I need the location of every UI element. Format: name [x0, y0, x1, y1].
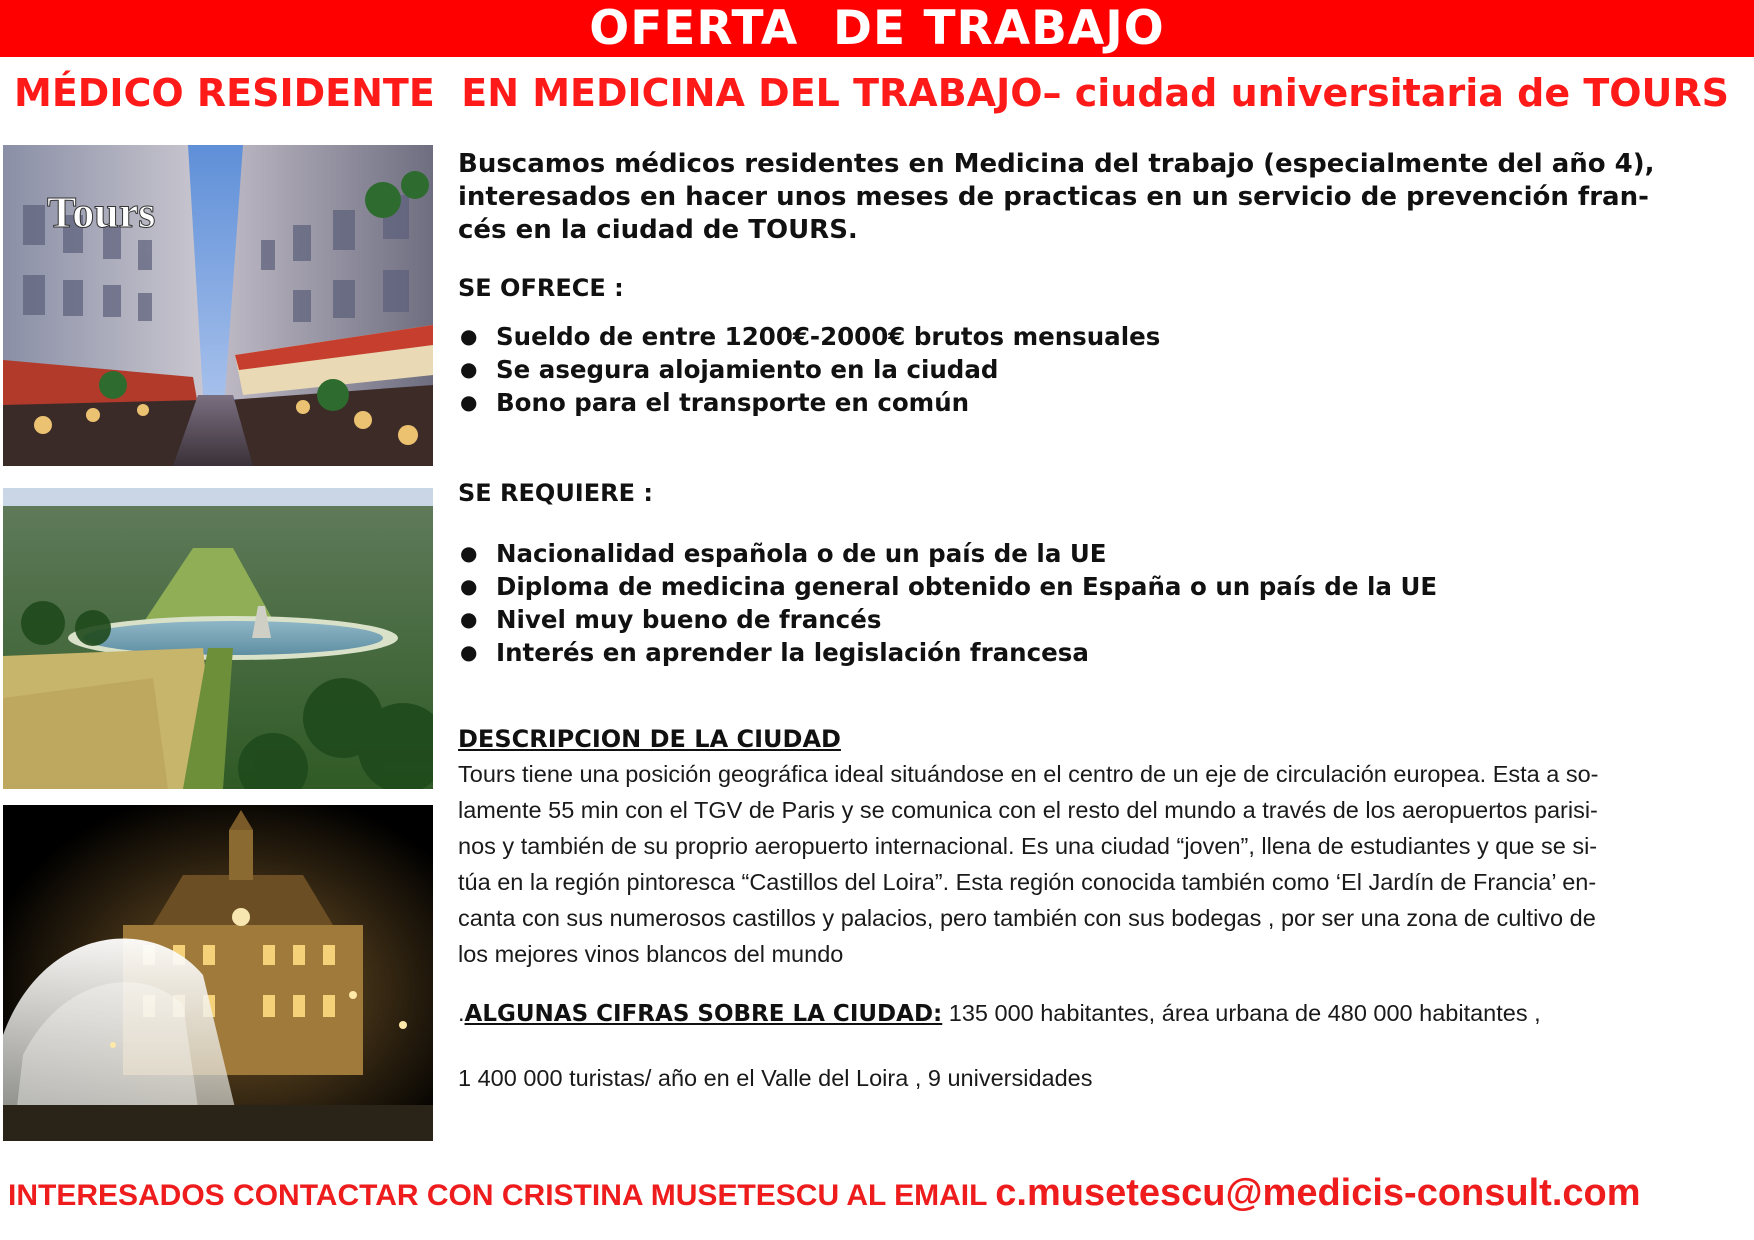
- city-line: nos y también de su proprio aeropuerto internacional. Es una ciudad “joven”, llena de estudiantes y que se si-: [458, 833, 1598, 859]
- contact-text: INTERESADOS CONTACTAR CON CRISTINA MUSETESCU AL EMAIL: [8, 1179, 996, 1212]
- figures-line-2: 1 400 000 turistas/ año en el Valle del Loira , 9 universidades: [458, 1065, 1093, 1091]
- bullet-icon: ●: [460, 357, 478, 381]
- bullet-icon: ●: [460, 607, 478, 631]
- figures-prefix: .: [458, 1000, 465, 1026]
- list-item: [458, 353, 1160, 386]
- list-item: [458, 386, 1160, 419]
- city-heading: DESCRIPCION DE LA CIUDAD: [458, 725, 841, 753]
- city-line: lamente 55 min con el TGV de Paris y se comunica con el resto del mundo a través de los aeropuertos parisi-: [458, 797, 1598, 823]
- offers-heading: SE OFRECE :: [458, 274, 624, 302]
- offer-item-text: Bono para el transporte en común: [496, 388, 970, 417]
- requirement-item-text: Interés en aprender la legislación francesa: [496, 638, 1089, 667]
- intro-line: interesados en hacer unos meses de practicas en un servicio de prevención fran-: [458, 182, 1649, 212]
- contact-line: [8, 1172, 1641, 1215]
- tours-label: Tours: [47, 188, 156, 237]
- requirement-item-text: Nivel muy bueno de francés: [496, 605, 882, 634]
- offer-item-text: Sueldo de entre 1200€-2000€ brutos mensuales: [496, 322, 1161, 351]
- intro-paragraph: [458, 148, 1720, 247]
- contact-email-link[interactable]: c.musetescu@medicis-consult.com: [995, 1172, 1641, 1214]
- intro-line: Buscamos médicos residentes en Medicina del trabajo (especialmente del año 4),: [458, 149, 1655, 179]
- page-subtitle: MÉDICO RESIDENTE EN MEDICINA DEL TRABAJO– ciudad universitaria de TOURS: [14, 71, 1730, 115]
- offers-list: [458, 320, 1160, 419]
- city-line: canta con sus numerosos castillos y palacios, pero también con sus bodegas , por ser una zona de cultivo de: [458, 905, 1596, 931]
- list-item: [458, 636, 1437, 669]
- list-item: [458, 570, 1437, 603]
- bullet-icon: ●: [460, 390, 478, 414]
- city-line: túa en la región pintoresca “Castillos del Loira”. Esta región conocida también como ‘El Jardín de Francia’ en-: [458, 869, 1597, 895]
- bullet-icon: ●: [460, 541, 478, 565]
- city-line: Tours tiene una posición geográfica ideal situándose en el centro de un eje de circulación europea. Esta a so-: [458, 761, 1599, 787]
- offer-item-text: Se asegura alojamiento en la ciudad: [496, 355, 999, 384]
- bullet-icon: ●: [460, 574, 478, 598]
- figures-line-1: 135 000 habitantes, área urbana de 480 000 habitantes ,: [942, 1000, 1541, 1026]
- bullet-icon: ●: [460, 324, 478, 348]
- figures-heading: ALGUNAS CIFRAS SOBRE LA CIUDAD:: [464, 1001, 943, 1027]
- tours-street-photo: [3, 145, 433, 466]
- aerial-lake-photo: [3, 488, 433, 789]
- town-hall-night-photo: [3, 805, 433, 1141]
- banner-title: OFERTA DE TRABAJO: [0, 0, 1754, 57]
- requirement-item-text: Diploma de medicina general obtenido en España o un país de la UE: [496, 572, 1438, 601]
- list-item: [458, 537, 1437, 570]
- list-item: [458, 320, 1160, 353]
- city-description: [458, 756, 1720, 972]
- city-figures: [458, 1000, 1541, 1027]
- requirement-item-text: Nacionalidad española o de un país de la UE: [496, 539, 1107, 568]
- list-item: [458, 603, 1437, 636]
- city-line: los mejores vinos blancos del mundo: [458, 941, 844, 967]
- intro-line: cés en la ciudad de TOURS.: [458, 215, 858, 245]
- bullet-icon: ●: [460, 640, 478, 664]
- requirements-list: [458, 537, 1437, 669]
- requirements-heading: SE REQUIERE :: [458, 479, 653, 507]
